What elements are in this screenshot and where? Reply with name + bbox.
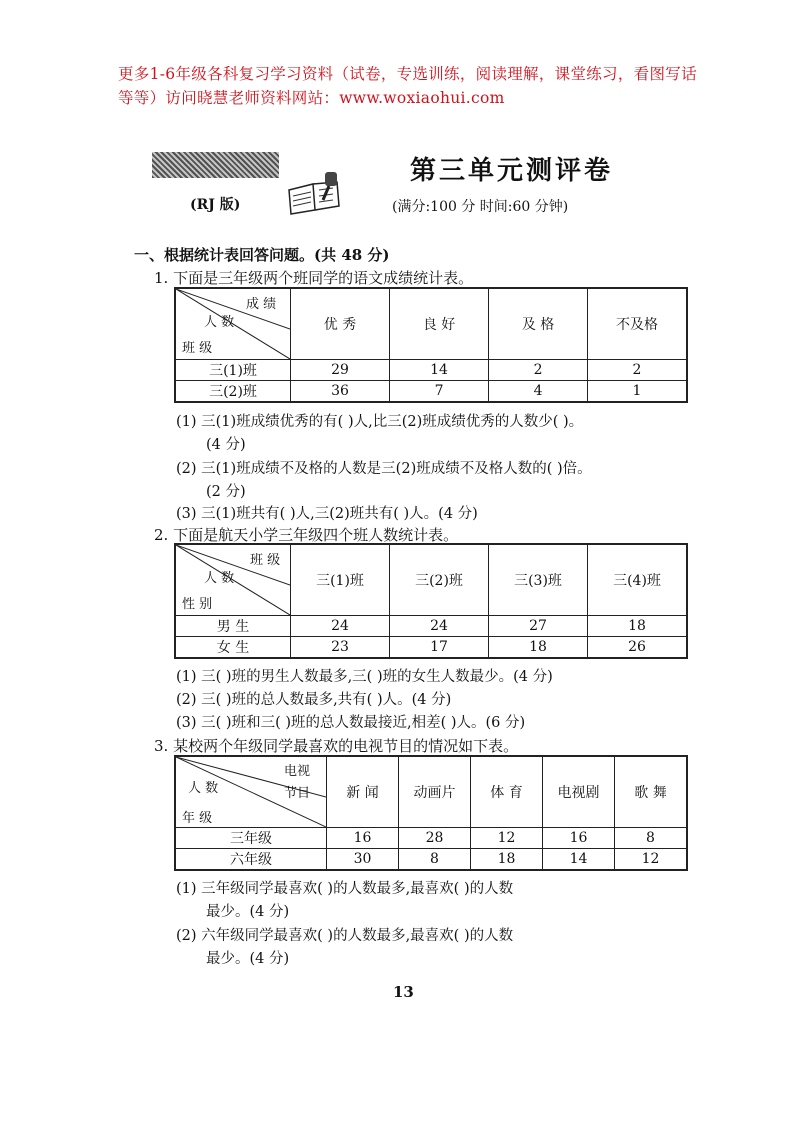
q1-header: 及 格 <box>489 288 588 360</box>
q3-sub2: (2) 六年级同学最喜欢( )的人数最多,最喜欢( )的人数 <box>176 928 514 944</box>
cell: 7 <box>390 381 489 403</box>
q3-diag-header <box>175 756 327 828</box>
section-heading: 一、根据统计表回答问题。(共 48 分) <box>134 246 390 264</box>
table-row <box>175 381 687 403</box>
cell: 1 <box>588 381 687 403</box>
row-label: 三(2)班 <box>175 381 291 403</box>
q3-sub2-cont: 最少。(4 分) <box>206 951 290 967</box>
cell: 30 <box>327 849 399 871</box>
table-row <box>175 616 687 637</box>
cell: 26 <box>588 637 688 659</box>
q2-header: 三(3)班 <box>489 544 588 616</box>
q1-diag-bot: 班 级 <box>182 341 213 356</box>
q1-header: 良 好 <box>390 288 489 360</box>
q3-sub1: (1) 三年级同学最喜欢( )的人数最多,最喜欢( )的人数 <box>176 881 514 897</box>
q2-sub3: (3) 三( )班和三( )班的总人数最接近,相差( )人。(6 分) <box>176 715 526 731</box>
q3-diag-top: 电视 <box>284 764 311 779</box>
page-number: 13 <box>393 983 414 1001</box>
q1-sub2-score: (2 分) <box>206 484 246 500</box>
cell: 27 <box>489 616 588 637</box>
cell: 2 <box>588 360 687 381</box>
q2-header: 三(1)班 <box>291 544 390 616</box>
cell: 18 <box>588 616 688 637</box>
cell: 14 <box>390 360 489 381</box>
q1-sub1-score: (4 分) <box>206 437 246 453</box>
row-label: 六年级 <box>175 849 327 871</box>
cell: 23 <box>291 637 390 659</box>
q2-header: 三(4)班 <box>588 544 688 616</box>
cell: 2 <box>489 360 588 381</box>
edition-label: (RJ 版) <box>190 197 241 213</box>
cell: 14 <box>543 849 615 871</box>
book-icon <box>285 170 347 216</box>
promo-banner: 更多1-6年级各科复习学习资料（试卷，专选训练，阅读理解，课堂练习，看图写话等等）访问晓慧老师资料网站：www.woxiaohui.com <box>118 65 697 107</box>
cell: 8 <box>399 849 471 871</box>
q2-table <box>174 543 688 659</box>
q3-header: 体 育 <box>471 756 543 828</box>
q1-table <box>174 287 688 403</box>
row-label: 男 生 <box>175 616 291 637</box>
score-time: (满分:100 分 时间:60 分钟) <box>392 199 569 215</box>
q3-header: 电视剧 <box>543 756 615 828</box>
header-decoration <box>152 152 279 178</box>
q3-header: 歌 舞 <box>615 756 688 828</box>
cell: 4 <box>489 381 588 403</box>
q3-diag-bot: 年 级 <box>182 811 213 826</box>
q3-table <box>174 755 688 871</box>
cell: 24 <box>390 616 489 637</box>
cell: 12 <box>471 828 543 849</box>
q3-diag-top2: 节目 <box>284 786 311 801</box>
table-row <box>175 360 687 381</box>
q1-sub3: (3) 三(1)班共有( )人,三(2)班共有( )人。(4 分) <box>176 506 478 522</box>
q3-intro: 3. 某校两个年级同学最喜欢的电视节目的情况如下表。 <box>154 737 519 755</box>
cell: 17 <box>390 637 489 659</box>
row-label: 三(1)班 <box>175 360 291 381</box>
q1-sub2: (2) 三(1)班成绩不及格的人数是三(2)班成绩不及格人数的( )倍。 <box>176 461 592 477</box>
cell: 36 <box>291 381 390 403</box>
cell: 28 <box>399 828 471 849</box>
table-row <box>175 637 687 659</box>
q1-diag-mid: 人 数 <box>204 315 235 330</box>
q3-sub1-cont: 最少。(4 分) <box>206 904 290 920</box>
cell: 29 <box>291 360 390 381</box>
cell: 12 <box>615 849 688 871</box>
q1-diag-header <box>175 288 291 360</box>
q1-header: 优 秀 <box>291 288 390 360</box>
q2-diag-header <box>175 544 291 616</box>
cell: 8 <box>615 828 688 849</box>
q2-diag-bot: 性 别 <box>182 597 213 612</box>
cell: 16 <box>543 828 615 849</box>
cell: 24 <box>291 616 390 637</box>
table-row <box>175 849 687 871</box>
q1-header: 不及格 <box>588 288 687 360</box>
q2-intro: 2. 下面是航天小学三年级四个班人数统计表。 <box>154 526 459 544</box>
q2-sub1: (1) 三( )班的男生人数最多,三( )班的女生人数最少。(4 分) <box>176 669 553 685</box>
q1-diag-top: 成 绩 <box>246 297 277 312</box>
cell: 18 <box>489 637 588 659</box>
q1-sub1: (1) 三(1)班成绩优秀的有( )人,比三(2)班成绩优秀的人数少( )。 <box>176 414 584 430</box>
q2-diag-mid: 人 数 <box>204 571 235 586</box>
page-title: 第三单元测评卷 <box>410 156 614 186</box>
q3-diag-mid: 人 数 <box>188 781 219 796</box>
q1-intro: 1. 下面是三年级两个班同学的语文成绩统计表。 <box>154 269 474 287</box>
table-row <box>175 828 687 849</box>
row-label: 三年级 <box>175 828 327 849</box>
q2-sub2: (2) 三( )班的总人数最多,共有( )人。(4 分) <box>176 692 452 708</box>
q3-header: 新 闻 <box>327 756 399 828</box>
q2-diag-top: 班 级 <box>250 553 281 568</box>
q3-header: 动画片 <box>399 756 471 828</box>
cell: 16 <box>327 828 399 849</box>
cell: 18 <box>471 849 543 871</box>
q2-header: 三(2)班 <box>390 544 489 616</box>
row-label: 女 生 <box>175 637 291 659</box>
